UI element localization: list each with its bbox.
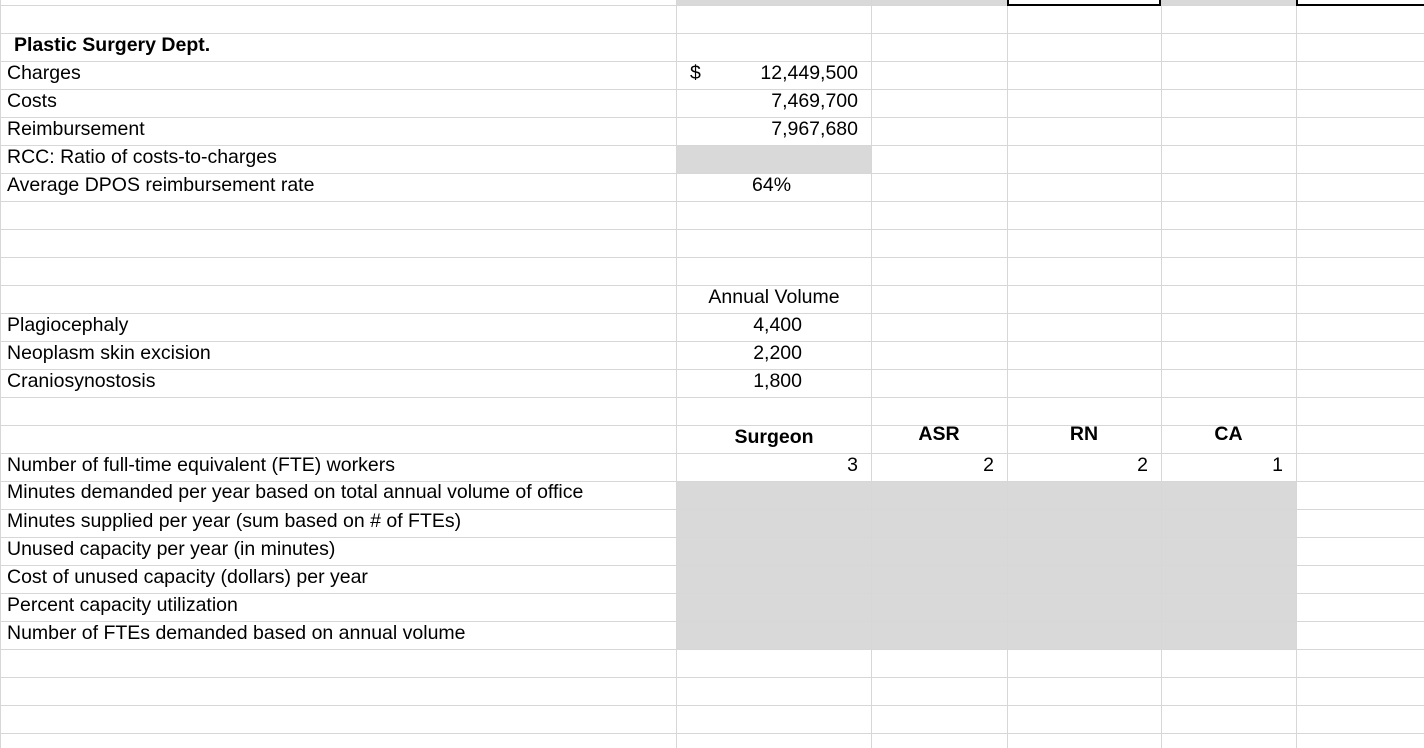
minutes-demanded-label: Minutes demanded per year based on total annual volume of office: [7, 481, 584, 503]
fte-label: Number of full-time equivalent (FTE) workers: [7, 454, 395, 476]
ca-fte: 1: [1272, 454, 1283, 476]
craniosynostosis-label: Craniosynostosis: [7, 370, 156, 392]
rcc-label: RCC: Ratio of costs-to-charges: [7, 146, 277, 168]
costs-value: 7,469,700: [771, 90, 858, 112]
asr-header: ASR: [918, 423, 960, 445]
currency-symbol: $: [690, 62, 701, 84]
charges-label: Charges: [7, 62, 81, 84]
reimbursement-value: 7,967,680: [771, 118, 858, 140]
neoplasm-label: Neoplasm skin excision: [7, 342, 211, 364]
unused-cost-label: Cost of unused capacity (dollars) per year: [7, 566, 368, 588]
ftes-demanded-label: Number of FTEs demanded based on annual volume: [7, 622, 466, 644]
rn-header: RN: [1069, 423, 1099, 445]
dpos-rate-value: 64%: [752, 174, 792, 196]
minutes-supplied-label: Minutes supplied per year (sum based on # of FTEs): [7, 510, 462, 532]
reimbursement-label: Reimbursement: [7, 118, 145, 140]
plagiocephaly-label: Plagiocephaly: [7, 314, 129, 336]
ca-header: CA: [1214, 423, 1243, 445]
capacity-utilization-label: Percent capacity utilization: [7, 594, 238, 616]
charges-value: 12,449,500: [760, 62, 858, 84]
dpos-rate-label: Average DPOS reimbursement rate: [7, 174, 315, 196]
department-title: Plastic Surgery Dept.: [14, 34, 211, 56]
surgeon-fte: 3: [847, 454, 858, 476]
plagiocephaly-volume: 4,400: [753, 314, 802, 336]
annual-volume-header: Annual Volume: [708, 286, 840, 308]
neoplasm-volume: 2,200: [753, 342, 802, 364]
unused-capacity-label: Unused capacity per year (in minutes): [7, 538, 336, 560]
surgeon-header: Surgeon: [734, 426, 814, 448]
costs-label: Costs: [7, 90, 57, 112]
rcc-input-cell[interactable]: [677, 146, 871, 173]
rn-fte: 2: [1137, 454, 1148, 476]
craniosynostosis-volume: 1,800: [753, 370, 802, 392]
asr-fte: 2: [983, 454, 994, 476]
